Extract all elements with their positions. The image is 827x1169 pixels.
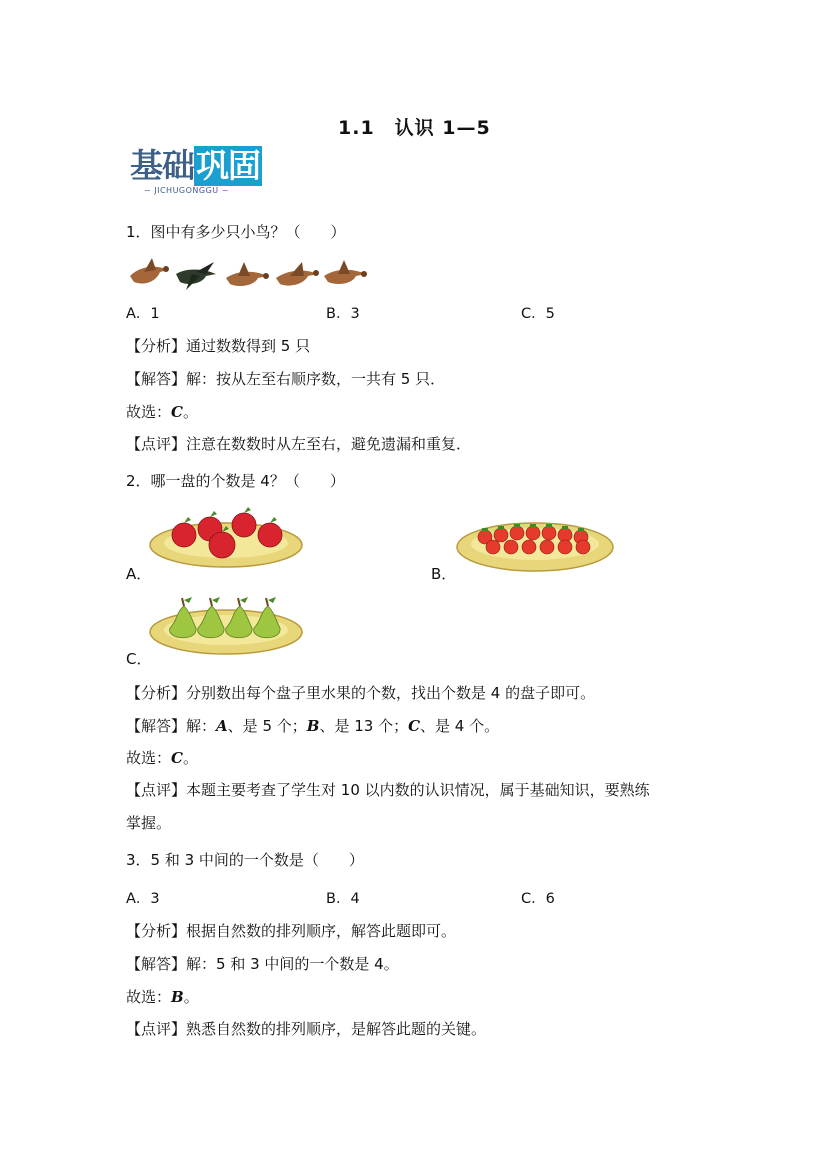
q3-option-c: C．6 xyxy=(521,891,555,907)
q1-option-b: B．3 xyxy=(326,306,360,322)
q1-option-a: A．1 xyxy=(126,306,160,322)
answer-text-c: 、是 4 个。 xyxy=(420,717,500,735)
q2-stem: 2．哪一盘的个数是 4？（ ） xyxy=(126,472,345,490)
analysis-text: 通过数数得到 5 只 xyxy=(186,337,311,355)
q1-analysis xyxy=(126,335,310,356)
q1-stem: 1．图中有多少只小鸟？（ ） xyxy=(126,223,346,241)
apple xyxy=(172,523,196,547)
analysis-tag: 【分析】 xyxy=(126,337,187,355)
q1-choice xyxy=(126,401,198,422)
section-logo xyxy=(130,146,278,196)
logo-main-left: 基础 xyxy=(130,146,194,185)
q3-answer xyxy=(126,953,399,974)
apple xyxy=(209,532,235,558)
choice-suffix: 。 xyxy=(182,403,198,421)
analysis-text: 分别数出每个盘子里水果的个数，找出个数是 4 的盘子即可。 xyxy=(186,684,596,702)
comment-text: 注意在数数时从左至右，避免遗漏和重复． xyxy=(186,435,472,453)
comment-tag: 【点评】 xyxy=(126,781,187,799)
birds-image xyxy=(126,254,371,294)
q2-answer xyxy=(126,715,499,736)
choice-letter: C xyxy=(171,749,183,767)
apple xyxy=(258,523,282,547)
q1-option-c: C．5 xyxy=(521,306,555,322)
choice-prefix: 故选： xyxy=(126,403,172,421)
answer-text: 解：5 和 3 中间的一个数是 4。 xyxy=(186,955,399,973)
answer-tag: 【解答】 xyxy=(126,717,187,735)
logo-main-right: 巩固 xyxy=(196,146,260,185)
answer-pre: 解： xyxy=(186,717,217,735)
q2-label-b: B． xyxy=(431,565,457,583)
q2-comment xyxy=(126,779,650,800)
q2-choice xyxy=(126,747,198,768)
analysis-text: 根据自然数的排列顺序，解答此题即可。 xyxy=(186,922,457,940)
q3-choice xyxy=(126,986,199,1007)
answer-text-b: 、是 13 个； xyxy=(319,717,409,735)
bird-4 xyxy=(276,262,319,286)
q2-label-a: A． xyxy=(126,565,152,583)
q2-comment-cont: 掌握。 xyxy=(126,814,172,832)
page-title: 1.1 认识 1—5 xyxy=(338,117,491,139)
answer-text-a: 、是 5 个； xyxy=(227,717,307,735)
analysis-tag: 【分析】 xyxy=(126,922,187,940)
answer-tag: 【解答】 xyxy=(126,955,187,973)
apple xyxy=(232,513,256,537)
choice-letter: C xyxy=(171,403,183,421)
comment-text: 本题主要考查了学生对 10 以内数的认识情况，属于基础知识，要熟练 xyxy=(186,781,650,799)
pear-plate-image xyxy=(148,592,308,662)
q3-comment xyxy=(126,1018,486,1039)
q2-label-c: C． xyxy=(126,650,152,668)
answer-tag: 【解答】 xyxy=(126,370,187,388)
bird-2 xyxy=(176,262,216,290)
bird-5 xyxy=(324,260,367,284)
answer-text: 解：按从左至右顺序数，一共有 5 只． xyxy=(186,370,446,388)
q3-stem: 3．5 和 3 中间的一个数是（ ） xyxy=(126,851,364,869)
choice-prefix: 故选： xyxy=(126,749,172,767)
choice-prefix: 故选： xyxy=(126,988,172,1006)
q3-analysis xyxy=(126,920,456,941)
answer-letter-a: A xyxy=(216,717,228,735)
choice-suffix: 。 xyxy=(182,749,198,767)
choice-suffix: 。 xyxy=(183,988,199,1006)
answer-letter-c: C xyxy=(408,717,421,735)
q1-comment xyxy=(126,433,471,454)
answer-letter-b: B xyxy=(306,717,320,735)
logo-subtitle: ~ JICHUGONGGU ~ xyxy=(144,186,229,195)
q3-option-b: B．4 xyxy=(326,891,360,907)
q2-analysis xyxy=(126,682,595,703)
choice-letter: B xyxy=(171,988,184,1006)
q1-answer xyxy=(126,368,445,389)
analysis-tag: 【分析】 xyxy=(126,684,187,702)
comment-tag: 【点评】 xyxy=(126,435,187,453)
q3-option-a: A．3 xyxy=(126,891,160,907)
comment-text: 熟悉自然数的排列顺序，是解答此题的关键。 xyxy=(186,1020,487,1038)
comment-tag: 【点评】 xyxy=(126,1020,187,1038)
strawberry-plate-image xyxy=(455,515,615,575)
bird-1 xyxy=(130,258,169,284)
apple-plate-image xyxy=(148,505,308,575)
bird-3 xyxy=(226,262,269,286)
